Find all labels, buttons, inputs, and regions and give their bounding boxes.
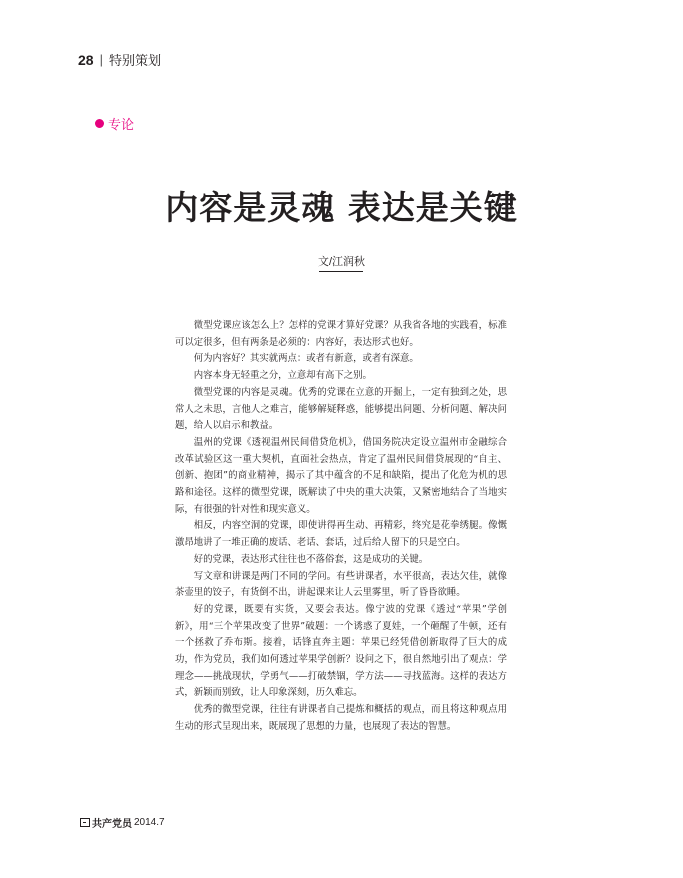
bullet-dot-icon <box>95 119 104 128</box>
paragraph: 微型党课的内容是灵魂。优秀的党课在立意的开掘上，一定有独到之处，思常人之未思，言他人之难言，能够解疑释惑，能够提出问题、分析问题、解决问题，给人以启示和教益。 <box>175 386 507 432</box>
header-separator: | <box>99 52 103 67</box>
page-number: 28 <box>78 51 94 68</box>
page-footer <box>80 815 165 830</box>
section-tag <box>95 114 134 133</box>
section-name: 特别策划 <box>108 53 161 68</box>
paragraph: 好的党课，表达形式往往也不落俗套，这是成功的关键。 <box>193 553 429 565</box>
issue-number: 2014.7 <box>134 817 165 828</box>
author-divider <box>319 271 363 272</box>
paragraph: 优秀的微型党课，往往有讲课者自己提炼和概括的观点，而且将这种观点用生动的形式呈现出来，既展现了思想的力量，也展现了表达的智慧。 <box>175 704 507 732</box>
paragraph: 相反，内容空洞的党课，即使讲得再生动、再精彩，终究是花拳绣腿。像慨激昂地讲了一堆正确的废话、老话、套话，过后给人留下的只是空白。 <box>175 520 507 549</box>
article-author: 文/江润秋 <box>317 256 366 268</box>
paragraph: 温州的党课《透视温州民间借贷危机》，借国务院决定设立温州市金融综合改革试验区这一重大契机，直面社会热点，肯定了温州民间借贷展现的“自主、创新、抱团”的商业精神，揭示了其中蕴含的不足和缺陷，提出了化危为机的思路和途径。这样的微型党课，既解读了中央的重大决策，又紧密地结合了当地实际，有很强的针对性和现实意义。 <box>175 436 507 515</box>
article-body <box>175 318 507 736</box>
article-title: 内容是灵魂 表达是关键 <box>165 188 518 227</box>
paragraph: 写文章和讲课是两门不同的学问。有些讲课者，水平很高，表达欠佳，就像茶壶里的饺子，有货倒不出，讲起课来让人云里雾里，听了昏昏欲睡。 <box>175 570 507 599</box>
paragraph: 何为内容好？其实就两点：或者有新意，或者有深意。 <box>193 353 419 365</box>
magazine-name: 共产党员 <box>92 819 132 830</box>
paragraph: 好的党课，既要有实货，又要会表达。像宁波的党课《透过“苹果”学创新》，用“三个苹果改变了世界”破题：一个诱惑了夏娃，一个砸醒了牛顿，还有一个拯救了乔布斯。接着，话锋直奔主题：苹果已经凭借创新取得了巨大的成功，作为党员，我们如何透过苹果学创新？设问之下，很自然地引出了观点：学理念——挑战现状，学勇气——打破禁锢，学方法——寻找蓝海。这样的表达方式，新颖而别致，让人印象深刻，历久难忘。 <box>175 603 507 699</box>
page-header <box>78 50 161 69</box>
paragraph: 微型党课应该怎么上？怎样的党课才算好党课？从我省各地的实践看，标准可以定很多，但有两条是必须的：内容好，表达形式也好。 <box>175 320 507 348</box>
paragraph: 内容本身无轻重之分，立意却有高下之别。 <box>193 370 372 382</box>
magazine-logo-icon <box>80 818 90 827</box>
section-tag-label: 专论 <box>108 117 135 132</box>
